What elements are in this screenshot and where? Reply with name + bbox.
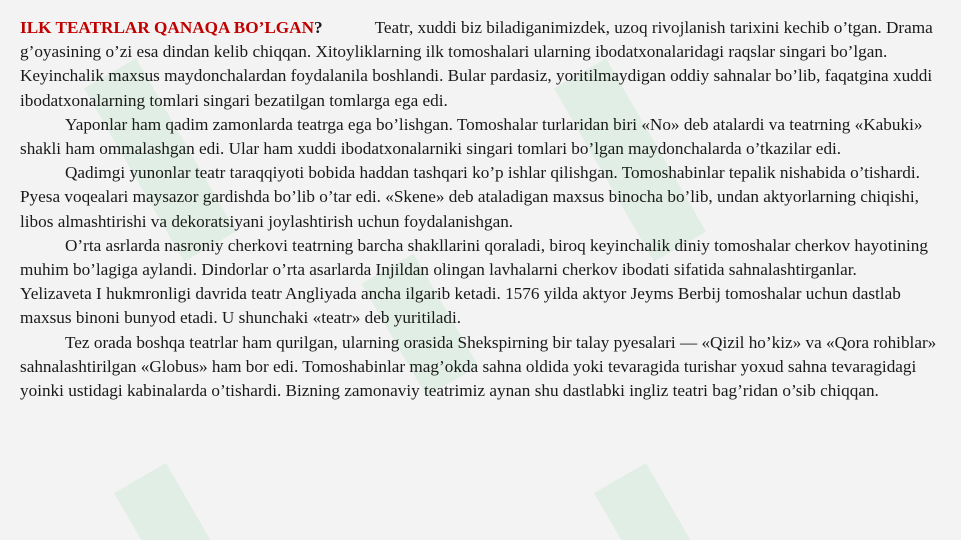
paragraph-4: O’rta asrlarda nasroniy cherkovi teatrning barcha shakllarini qoraladi, biroq keyinchalik diniy tomoshalar cherkov hayotining muhim bo’lagiga aylandi. Dindorlar o’rta asarlarda Injildan olingan lavhalarni cherkov ibodati sifatida sahnalashtirganlar.	[20, 235, 928, 280]
article-title: ILK TEATRLAR QANAQA BO’LGAN	[20, 18, 314, 37]
article	[20, 16, 945, 403]
paragraph-1-text: Teatr, xuddi biz biladiganimizdek, uzoq rivojlanish tarixini kechib o’tgan. Drama g’oyasining o’zi esa dindan kelib chiqqan. Xitoyliklarning ilk tomoshalari ularning ibodatxonalaridagi raqslar singari bo’lgan. Keyinchalik maxsus maydonchalardan foydalanila boshlandi. Bular pardasiz, yoritilmaydigan oddiy sahnalar bo’lib, faqatgina xuddi ibodatxonalarning tomlari singari bezatilgan tomlarga ega edi.	[20, 18, 933, 110]
title-question-mark: ?	[313, 18, 323, 37]
paragraph-2: Yaponlar ham qadim zamonlarda teatrga ega bo’lishgan. Tomoshalar turlaridan biri «No» deb atalardi va teatrning «Kabuki» shakli ham ommalashgan edi. Ular ham xuddi ibodatxonalarniki singari tomlari bo’lgan maydonchalarda o’tkazilar edi.	[20, 114, 923, 159]
paragraph-6: Tez orada boshqa teatrlar ham qurilgan, ularning orasida Shekspirning bir talay pyesalari — «Qizil ho’kiz» va «Qora rohiblar» sahnalashtirilgan «Globus» ham bor edi. Tomoshabinlar mag’okda sahna oldida yoki tevaragida turishar yoxud sahna tevaragidagi yoinki ustidagi kabinalarda o’tishardi. Bizning zamonaviy teatrimiz aynan shu dastlabki ingliz teatri bag’ridan o’sib chiqqan.	[20, 332, 937, 401]
paragraph-5: Yelizaveta I hukmronligi davrida teatr Angliyada ancha ilgarib ketadi. 1576 yilda aktyor Jeyms Berbij tomoshalar uchun dastlab maxsus binoni bunyod etadi. U shunchaki «teatr» deb yuritiladi.	[20, 284, 901, 328]
paragraph-3: Qadimgi yunonlar teatr taraqqiyoti bobida haddan tashqari ko’p ishlar qilishgan. Tomoshabinlar tepalik nishabida o’tishardi. Pyesa voqealari maysazor gardishda bo’lib o’tar edi. «Skene» deb ataladigan maxsus binocha bo’lib, undan aktyorlarning chiqishi, libos almashtirishi va dekoratsiyani joylashtirish uchun foydalanishgan.	[20, 163, 920, 231]
paragraph-1	[20, 16, 945, 113]
